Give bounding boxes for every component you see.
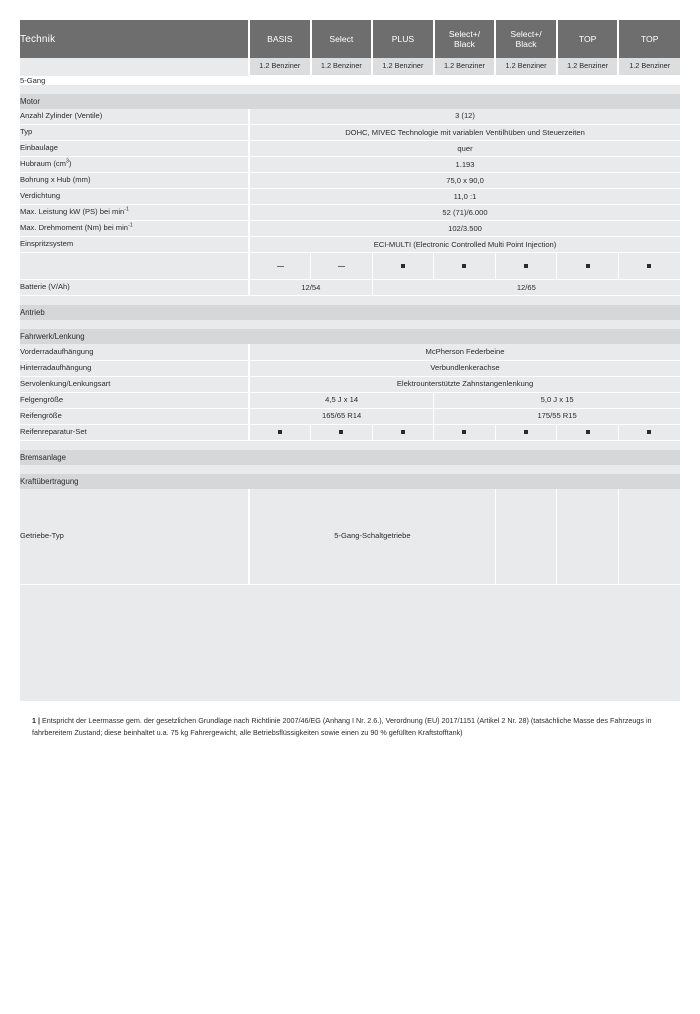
label-superscript: -1 — [124, 206, 129, 213]
row-value-reifengroesse-right: 175/55 R15 — [434, 408, 680, 424]
row-label-hinterradaufhaengung: Hinterradaufhängung — [20, 360, 249, 376]
row-label-leistung — [20, 205, 249, 221]
row-value-einbaulage: quer — [249, 141, 680, 157]
section-heading-kraftuebertragung — [20, 474, 680, 489]
row-label-reifengroesse: Reifengröße — [20, 408, 249, 424]
table-row — [20, 157, 680, 173]
mark-cell — [495, 424, 557, 440]
row-label-einspritzsystem: Einspritzsystem — [20, 237, 249, 253]
spacer — [20, 440, 680, 450]
row-label-typ: Typ — [20, 125, 249, 141]
mark-cell — [372, 424, 434, 440]
mark-cell — [495, 253, 557, 280]
spacer — [20, 296, 680, 306]
variant-header-select: Select — [311, 20, 373, 58]
table-row — [20, 392, 680, 408]
spacer — [20, 465, 680, 474]
row-label-batterie: Batterie (V/Ah) — [20, 280, 249, 296]
row-label-zylinder: Anzahl Zylinder (Ventile) — [20, 109, 249, 125]
row-label-drehmoment — [20, 221, 249, 237]
table-row — [20, 189, 680, 205]
mark-cell — [249, 253, 311, 280]
table-row — [20, 489, 680, 585]
variant-header-plus: PLUS — [372, 20, 434, 58]
subheader-spacer — [20, 58, 249, 76]
variant-header-basis: BASIS — [249, 20, 311, 58]
label-text-post: ) — [68, 159, 72, 169]
engine-select: 1.2 Benziner — [311, 58, 373, 76]
row-label-hubraum — [20, 157, 249, 173]
section-heading-motor — [20, 94, 680, 109]
engine-plus: 1.2 Benziner — [372, 58, 434, 76]
table-row — [20, 109, 680, 125]
section-title-bremsanlage: Bremsanlage — [20, 450, 680, 465]
row-label-getriebe-typ: Getriebe-Typ — [20, 489, 249, 585]
row-label-servolenkung: Servolenkung/Lenkungsart — [20, 376, 249, 392]
mark-cell — [557, 253, 619, 280]
table-row — [20, 376, 680, 392]
row-value-batterie-left: 12/54 — [249, 280, 372, 296]
engine-basis: 1.2 Benziner — [249, 58, 311, 76]
table-row — [20, 173, 680, 189]
row-label-verdichtung: Verdichtung — [20, 189, 249, 205]
row-label-start-stopp — [20, 253, 249, 280]
row-value-drehmoment: 102/3.500 — [249, 221, 680, 237]
section-title-fahrwerk: Fahrwerk/Lenkung — [20, 329, 680, 344]
page-title: Technik — [20, 20, 249, 58]
row-label-bohrung: Bohrung x Hub (mm) — [20, 173, 249, 189]
getriebe-manual-top — [557, 489, 619, 585]
engine-selectplus-black-manual: 1.2 Benziner — [434, 58, 496, 76]
row-value-felgengroesse-left: 4,5 J x 14 — [249, 392, 434, 408]
label-text: Max. Leistung kW (PS) bei min — [20, 207, 125, 217]
technical-spec-table — [20, 20, 680, 585]
gearbox-subheader-row: 5-Gang — [20, 75, 46, 85]
row-value-hinterradaufhaengung: Verbundlenkerachse — [249, 360, 680, 376]
included-square-icon — [524, 264, 528, 268]
getriebe-cvt-selectplus — [495, 489, 557, 585]
row-label-einbaulage: Einbaulage — [20, 141, 249, 157]
table-row — [20, 424, 680, 440]
mark-cell — [618, 253, 680, 280]
empty-content-block — [20, 585, 680, 701]
variant-header-selectplus-black-cvt: Select+/ Black — [495, 20, 557, 58]
row-label-felgengroesse: Felgengröße — [20, 392, 249, 408]
mark-cell — [434, 424, 496, 440]
mark-cell — [434, 253, 496, 280]
row-value-typ: DOHC, MIVEC Technologie mit variablen Ventilhüben und Steuerzeiten — [249, 125, 680, 141]
label-text: Hubraum (cm — [20, 159, 66, 169]
table-row — [20, 221, 680, 237]
spacer — [20, 320, 680, 329]
table-row — [20, 408, 680, 424]
row-value-vorderradaufhaengung: McPherson Federbeine — [249, 344, 680, 360]
included-square-icon — [647, 264, 651, 268]
table-row — [20, 360, 680, 376]
row-value-einspritzsystem: ECI-MULTI (Electronic Controlled Multi Point Injection) — [249, 237, 680, 253]
engine-top-manual: 1.2 Benziner — [557, 58, 619, 76]
variant-header-selectplus-black-manual: Select+/ Black — [434, 20, 496, 58]
row-value-reifengroesse-left: 165/65 R14 — [249, 408, 434, 424]
not-available-dash-icon — [277, 266, 284, 267]
row-label-reifenreparatur-set: Reifenreparatur-Set — [20, 424, 249, 440]
included-square-icon — [462, 430, 466, 434]
engine-selectplus-black-cvt: 1.2 Benziner — [495, 58, 557, 76]
table-row — [20, 280, 680, 296]
section-heading-antrieb — [20, 305, 680, 320]
variant-header-top-cvt: TOP — [618, 20, 680, 58]
engine-subheader-row — [20, 58, 680, 76]
mark-cell — [311, 424, 373, 440]
table-row — [20, 344, 680, 360]
row-value-zylinder: 3 (12) — [249, 109, 680, 125]
not-available-dash-icon — [338, 266, 345, 267]
table-row — [20, 125, 680, 141]
mark-cell — [311, 253, 373, 280]
section-title-motor: Motor — [20, 94, 680, 109]
label-text: Max. Drehmoment (Nm) bei min — [20, 223, 129, 233]
mark-cell — [618, 424, 680, 440]
included-square-icon — [647, 430, 651, 434]
footnote-marker: 1 | — [32, 716, 41, 725]
row-value-hubraum: 1.193 — [249, 157, 680, 173]
footnote — [20, 701, 680, 738]
section-heading-fahrwerk — [20, 329, 680, 344]
label-superscript: 3 — [66, 158, 69, 165]
section-heading-bremsanlage — [20, 450, 680, 465]
engine-top-cvt: 1.2 Benziner — [618, 58, 680, 76]
row-value-bohrung: 75,0 x 90,0 — [249, 173, 680, 189]
section-title-kraftuebertragung: Kraftübertragung — [20, 474, 680, 489]
row-label-vorderradaufhaengung: Vorderradaufhängung — [20, 344, 249, 360]
mark-cell — [557, 424, 619, 440]
included-square-icon — [462, 264, 466, 268]
table-row — [20, 237, 680, 253]
included-square-icon — [401, 430, 405, 434]
included-square-icon — [586, 264, 590, 268]
included-square-icon — [278, 430, 282, 434]
table-header-row — [20, 20, 680, 58]
variant-header-top-manual: TOP — [557, 20, 619, 58]
getriebe-cvt-top — [618, 489, 680, 585]
spacer — [20, 85, 680, 94]
table-row — [20, 205, 680, 221]
row-value-leistung: 52 (71)/6.000 — [249, 205, 680, 221]
footnote-text: Entspricht der Leermasse gem. der gesetzlichen Grundlage nach Richtlinie 2007/46/EG (Anhang I Nr. 2.6.), Verordnung (EU) 2017/1151 (Artikel 2 Nr. 28) (tatsächliche Masse des Fahrzeugs in fahrbereitem Zustand; diese beinhaltet u.a. 75 kg Fahrergewicht, alle Betriebsflüssigkeiten sowie einen zu 90 % gefüllten Kraftstofftank) — [32, 716, 652, 737]
row-value-verdichtung: 11,0 :1 — [249, 189, 680, 205]
included-square-icon — [524, 430, 528, 434]
included-square-icon — [339, 430, 343, 434]
section-title-antrieb: Antrieb — [20, 305, 680, 320]
table-row — [20, 253, 680, 280]
label-superscript: -1 — [128, 222, 133, 229]
getriebe-manual-group: 5-Gang-Schaltgetriebe — [249, 489, 495, 585]
row-value-batterie-right: 12/65 — [372, 280, 680, 296]
mark-cell — [372, 253, 434, 280]
row-value-felgengroesse-right: 5,0 J x 15 — [434, 392, 680, 408]
included-square-icon — [401, 264, 405, 268]
included-square-icon — [586, 430, 590, 434]
row-value-servolenkung: Elektrounterstützte Zahnstangenlenkung — [249, 376, 680, 392]
mark-cell — [249, 424, 311, 440]
table-row — [20, 141, 680, 157]
